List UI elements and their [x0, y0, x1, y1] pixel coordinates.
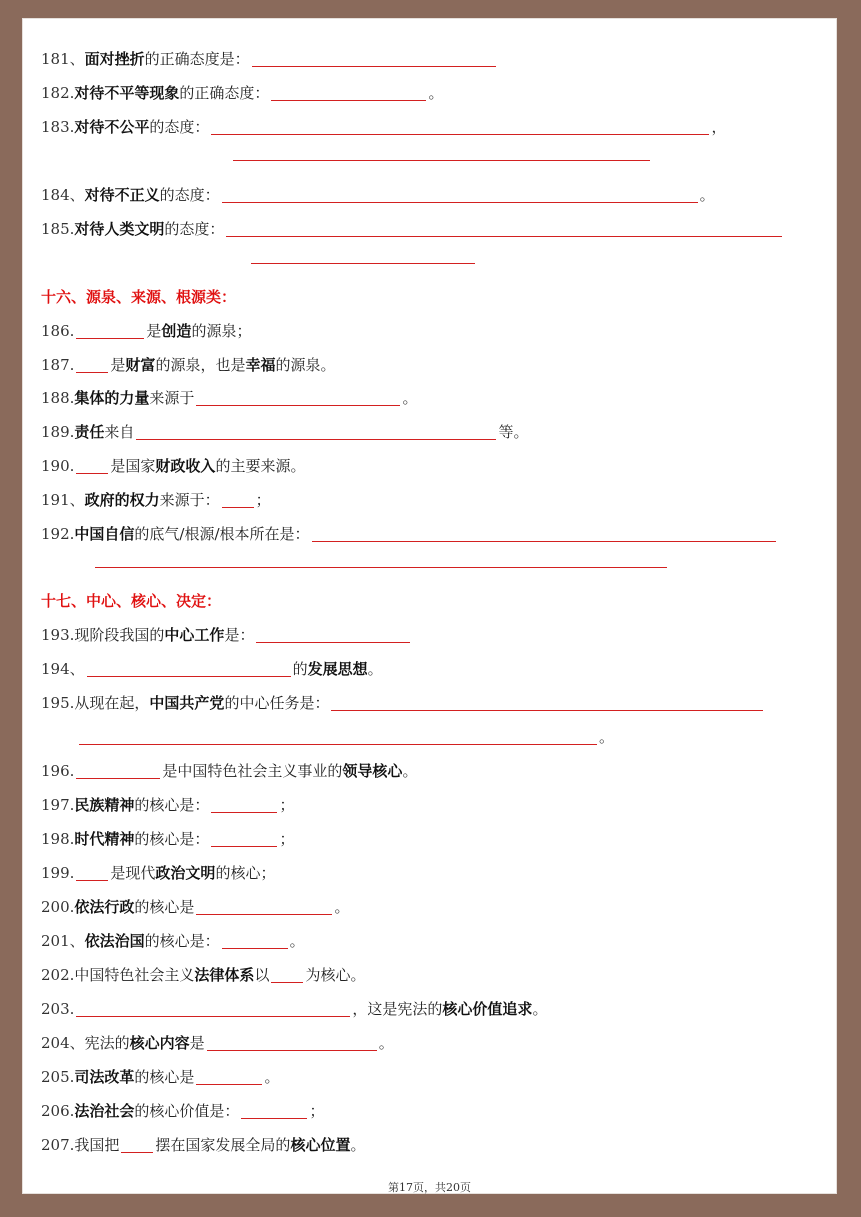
- item-text: 的核心是：: [134, 796, 210, 814]
- item-text: 的核心；: [215, 864, 276, 882]
- item-number: 207.: [41, 1136, 75, 1154]
- item-number: 190.: [41, 457, 75, 475]
- keyword: 民族精神: [74, 796, 135, 814]
- item-184: [41, 183, 822, 207]
- item-185: [41, 217, 822, 241]
- answer-blank[interactable]: [312, 540, 776, 542]
- item-number: 196.: [41, 762, 75, 780]
- item-206: [41, 1099, 822, 1123]
- item-text: ，这是宪法的: [352, 1000, 443, 1018]
- item-197: [41, 793, 822, 817]
- item-186: [41, 319, 822, 343]
- item-text: 现阶段我国的: [74, 626, 165, 644]
- answer-blank[interactable]: [136, 438, 496, 440]
- keyword: 责任: [74, 423, 105, 441]
- item-207: [41, 1133, 822, 1157]
- item-text: 摆在国家发展全局的: [155, 1136, 291, 1154]
- item-number: 200.: [41, 898, 75, 916]
- keyword: 政府的权力: [84, 491, 160, 509]
- item-number: 205.: [41, 1068, 75, 1086]
- item-text: 。: [378, 1034, 394, 1052]
- keyword: 对待不平等现象: [74, 84, 180, 102]
- answer-blank[interactable]: [271, 99, 426, 101]
- keyword: 集体的力量: [74, 389, 150, 407]
- keyword: 对待不公平: [74, 118, 150, 136]
- item-text: 。: [367, 660, 383, 678]
- item-text: 的源泉，也是: [155, 356, 246, 374]
- item-text: ；: [279, 796, 295, 814]
- item-text: 宪法的: [84, 1034, 130, 1052]
- item-181: [41, 47, 822, 71]
- item-number: 202.: [41, 966, 75, 984]
- item-number: 193.: [41, 626, 75, 644]
- item-text: 。: [289, 932, 305, 950]
- item-text: 的主要来源。: [215, 457, 306, 475]
- item-number: 188.: [41, 389, 75, 407]
- item-199: [41, 861, 822, 885]
- item-195-continued: [77, 725, 822, 749]
- section-heading-17: 十七、中心、核心、决定：: [41, 592, 222, 610]
- item-number: 199.: [41, 864, 75, 882]
- answer-blank[interactable]: [256, 641, 410, 643]
- keyword: 中国共产党: [149, 694, 225, 712]
- item-text: 是国家: [110, 457, 156, 475]
- item-text: 的底气/根源/根本所在是：: [134, 525, 310, 543]
- item-text: 来源于：: [159, 491, 220, 509]
- item-text: ；: [279, 830, 295, 848]
- keyword: 司法改革: [74, 1068, 135, 1086]
- answer-blank[interactable]: [222, 201, 698, 203]
- keyword: 依法行政: [74, 898, 135, 916]
- item-196: [41, 759, 822, 783]
- answer-blank[interactable]: [76, 777, 160, 779]
- item-191: [41, 488, 822, 512]
- item-number: 182.: [41, 84, 75, 102]
- item-text: 以: [254, 966, 270, 984]
- answer-blank[interactable]: [331, 709, 763, 711]
- keyword: 依法治国: [84, 932, 145, 950]
- item-number: 187.: [41, 356, 75, 374]
- answer-blank[interactable]: [211, 133, 709, 135]
- answer-blank[interactable]: [196, 913, 332, 915]
- item-text: 等。: [498, 423, 529, 441]
- keyword: 核心价值追求: [442, 1000, 533, 1018]
- item-text: 的态度：: [159, 186, 220, 204]
- item-204: [41, 1031, 822, 1055]
- keyword: 财富: [125, 356, 156, 374]
- page-number-footer: 第17页，共20页: [388, 1181, 471, 1194]
- keyword: 政治文明: [155, 864, 216, 882]
- keyword: 核心位置: [290, 1136, 351, 1154]
- item-number: 191、: [41, 491, 85, 509]
- item-number: 189.: [41, 423, 75, 441]
- item-number: 181、: [41, 50, 85, 68]
- item-198: [41, 827, 822, 851]
- answer-blank[interactable]: [207, 1049, 377, 1051]
- item-text: ；: [309, 1102, 325, 1120]
- item-189: [41, 420, 822, 444]
- item-text: 从现在起，: [74, 694, 150, 712]
- answer-blank[interactable]: [252, 65, 496, 67]
- answer-blank[interactable]: [226, 235, 782, 237]
- answer-blank[interactable]: [76, 371, 108, 373]
- item-number: 204、: [41, 1034, 85, 1052]
- item-text: 为核心。: [305, 966, 366, 984]
- item-text: 。: [402, 762, 418, 780]
- answer-blank-continued[interactable]: [95, 566, 667, 568]
- answer-blank-continued[interactable]: [79, 743, 597, 745]
- item-182: [41, 81, 822, 105]
- keyword: 财政收入: [155, 457, 216, 475]
- answer-blank[interactable]: [196, 404, 400, 406]
- item-text: 的中心任务是：: [224, 694, 330, 712]
- item-188: [41, 386, 822, 410]
- keyword: 幸福: [245, 356, 276, 374]
- answer-blank[interactable]: [271, 981, 303, 983]
- item-200: [41, 895, 822, 919]
- answer-blank[interactable]: [87, 675, 291, 677]
- item-number: 201、: [41, 932, 85, 950]
- item-text: ；: [255, 491, 271, 509]
- item-text: 。: [334, 898, 350, 916]
- item-205: [41, 1065, 822, 1089]
- item-text: 是: [110, 356, 126, 374]
- item-text: 。: [264, 1068, 280, 1086]
- answer-blank[interactable]: [222, 947, 288, 949]
- answer-blank[interactable]: [211, 845, 277, 847]
- item-202: [41, 963, 822, 987]
- item-text: 的正确态度是：: [144, 50, 250, 68]
- item-text: 是: [146, 322, 162, 340]
- item-text: 的核心价值是：: [134, 1102, 240, 1120]
- keyword: 领导核心: [342, 762, 403, 780]
- item-194: [41, 657, 822, 681]
- keyword: 中国自信: [74, 525, 135, 543]
- item-text: 的: [292, 660, 308, 678]
- item-text: 。: [532, 1000, 548, 1018]
- item-192: [41, 522, 822, 546]
- item-text: 的态度：: [149, 118, 210, 136]
- item-text: 是: [189, 1034, 205, 1052]
- item-text: 的态度：: [164, 220, 225, 238]
- item-number: 197.: [41, 796, 75, 814]
- keyword: 对待人类文明: [74, 220, 165, 238]
- item-text: 的核心是: [134, 898, 195, 916]
- answer-blank[interactable]: [76, 1015, 350, 1017]
- item-text: 来自: [104, 423, 135, 441]
- document-page: [22, 18, 837, 1194]
- keyword: 发展思想: [307, 660, 368, 678]
- section-heading-16: 十六、源泉、来源、根源类：: [41, 288, 237, 306]
- item-text: 来源于: [149, 389, 195, 407]
- item-number: 186.: [41, 322, 75, 340]
- item-number: 206.: [41, 1102, 75, 1120]
- item-number: 192.: [41, 525, 75, 543]
- answer-blank[interactable]: [76, 337, 144, 339]
- item-text: 的正确态度：: [179, 84, 270, 102]
- item-text: 的核心是: [134, 1068, 195, 1086]
- item-text: 。: [699, 186, 715, 204]
- item-text: ，: [711, 118, 727, 136]
- answer-blank[interactable]: [76, 472, 108, 474]
- keyword: 中心工作: [164, 626, 225, 644]
- item-text: 的核心是：: [134, 830, 210, 848]
- item-text: 。: [350, 1136, 366, 1154]
- keyword: 核心内容: [129, 1034, 190, 1052]
- item-201: [41, 929, 822, 953]
- item-text: 的核心是：: [144, 932, 220, 950]
- item-number: 185.: [41, 220, 75, 238]
- keyword: 时代精神: [74, 830, 135, 848]
- item-187: [41, 353, 822, 377]
- item-number: 198.: [41, 830, 75, 848]
- item-text: 的源泉。: [275, 356, 336, 374]
- answer-blank[interactable]: [222, 506, 254, 508]
- keyword: 对待不正义: [84, 186, 160, 204]
- item-number: 203.: [41, 1000, 75, 1018]
- item-number: 194、: [41, 660, 85, 678]
- keyword: 法律体系: [194, 966, 255, 984]
- keyword: 法治社会: [74, 1102, 135, 1120]
- answer-blank-continued[interactable]: [233, 159, 650, 161]
- answer-blank-continued[interactable]: [251, 262, 475, 264]
- item-190: [41, 454, 822, 478]
- item-text: 我国把: [74, 1136, 120, 1154]
- item-number: 195.: [41, 694, 75, 712]
- answer-blank[interactable]: [241, 1117, 307, 1119]
- answer-blank[interactable]: [196, 1083, 262, 1085]
- item-183: [41, 115, 822, 139]
- item-text: 。: [428, 84, 444, 102]
- answer-blank[interactable]: [121, 1151, 153, 1153]
- item-193: [41, 623, 822, 647]
- item-text: 是：: [224, 626, 255, 644]
- item-203: [41, 997, 822, 1021]
- keyword: 创造: [161, 322, 192, 340]
- item-text: 的源泉；: [191, 322, 252, 340]
- item-text: 是现代: [110, 864, 156, 882]
- answer-blank[interactable]: [76, 879, 108, 881]
- item-number: 184、: [41, 186, 85, 204]
- item-text: 。: [599, 728, 615, 746]
- item-195: [41, 691, 822, 715]
- item-text: 中国特色社会主义: [74, 966, 195, 984]
- keyword: 面对挫折: [84, 50, 145, 68]
- item-text: 。: [402, 389, 418, 407]
- item-number: 183.: [41, 118, 75, 136]
- item-text: 是中国特色社会主义事业的: [162, 762, 343, 780]
- answer-blank[interactable]: [211, 811, 277, 813]
